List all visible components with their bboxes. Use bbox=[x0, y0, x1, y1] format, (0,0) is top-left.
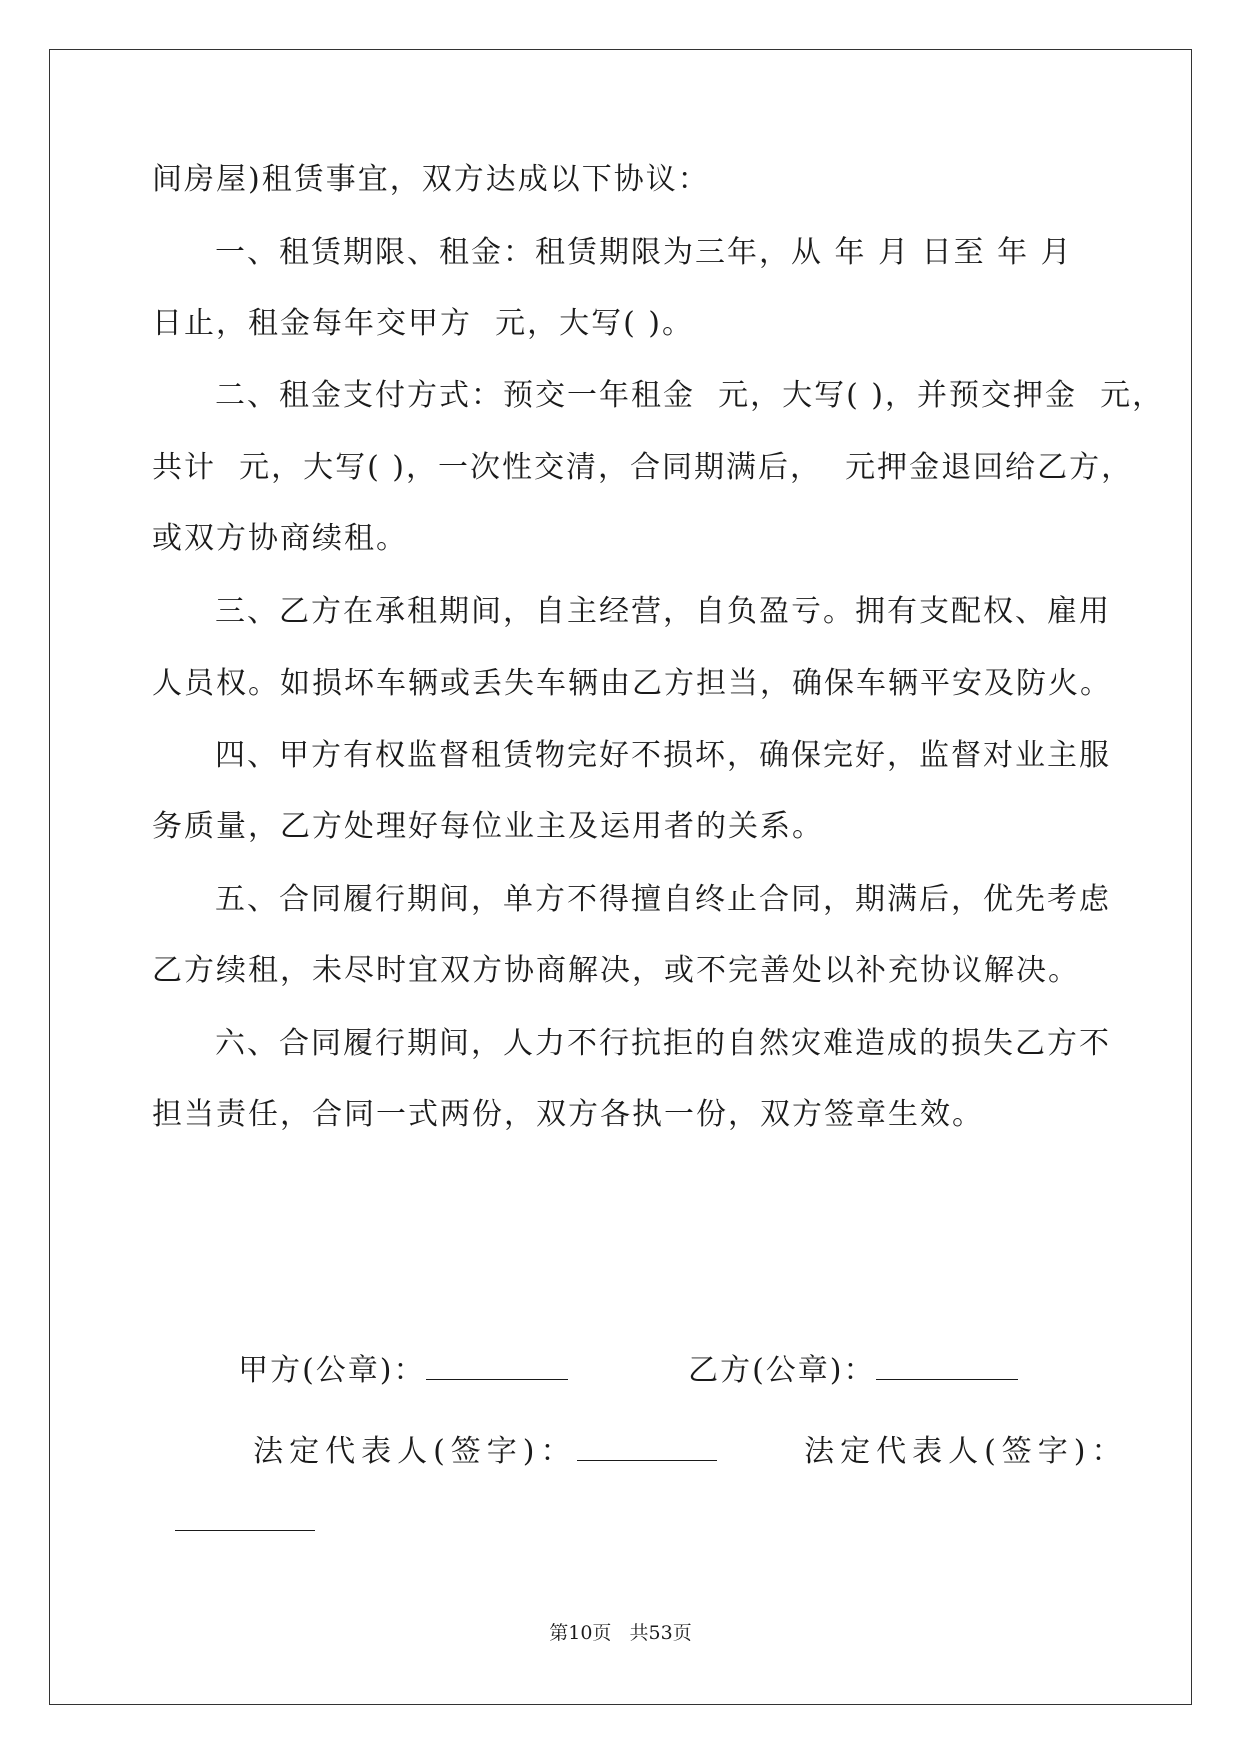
party-b-rep-label: 法定代表人(签字)： bbox=[804, 1434, 1128, 1469]
clause-6-line-1: 六、合同履行期间，人力不行抗拒的自然灾难造成的损失乙方不 bbox=[215, 1026, 1111, 1061]
party-b-seal-row bbox=[665, 1311, 1018, 1391]
party-a-rep-label: 法定代表人(签字)： bbox=[253, 1434, 577, 1469]
clause-1-line-2: 日止，租金每年交甲方 元，大写( )。 bbox=[152, 306, 695, 341]
party-a-rep-blank[interactable] bbox=[577, 1432, 717, 1461]
party-a-seal-row bbox=[215, 1311, 568, 1391]
clause-2-line-2: 共计 元，大写( )，一次性交清，合同期满后， 元押金退回给乙方， bbox=[152, 450, 1134, 485]
party-a-seal-label: 甲方(公章)： bbox=[238, 1353, 426, 1388]
party-b-seal-blank[interactable] bbox=[876, 1351, 1018, 1380]
intro-line: 间房屋)租赁事宜，双方达成以下协议： bbox=[152, 162, 710, 197]
party-a-rep-row bbox=[222, 1392, 717, 1472]
party-b-seal-label: 乙方(公章)： bbox=[688, 1353, 876, 1388]
party-b-rep-blank[interactable] bbox=[175, 1502, 315, 1531]
party-b-rep-blank-row bbox=[152, 1462, 315, 1542]
clause-6-line-2: 担当责任，合同一式两份，双方各执一份，双方签章生效。 bbox=[152, 1097, 984, 1132]
clause-2-line-1: 二、租金支付方式：预交一年租金 元，大写( )，并预交押金 元， bbox=[215, 378, 1165, 413]
clause-4-line-1: 四、甲方有权监督租赁物完好不损坏，确保完好，监督对业主服 bbox=[215, 738, 1111, 773]
clause-5-line-1: 五、合同履行期间，单方不得擅自终止合同，期满后，优先考虑 bbox=[215, 882, 1111, 917]
page-number: 第10页 共53页 bbox=[549, 1622, 692, 1644]
party-b-rep-row bbox=[773, 1392, 1128, 1472]
clause-3-line-2: 人员权。如损坏车辆或丢失车辆由乙方担当，确保车辆平安及防火。 bbox=[152, 666, 1112, 701]
clause-4-line-2: 务质量，乙方处理好每位业主及运用者的关系。 bbox=[152, 809, 824, 844]
clause-2-line-3: 或双方协商续租。 bbox=[152, 521, 408, 556]
clause-5-line-2: 乙方续租，未尽时宜双方协商解决，或不完善处以补充协议解决。 bbox=[152, 953, 1080, 988]
clause-3-line-1: 三、乙方在承租期间，自主经营，自负盈亏。拥有支配权、雇用 bbox=[215, 594, 1111, 629]
party-a-seal-blank[interactable] bbox=[426, 1351, 568, 1380]
clause-1-line-1: 一、租赁期限、租金：租赁期限为三年，从 年 月 日至 年 月 bbox=[215, 235, 1073, 270]
